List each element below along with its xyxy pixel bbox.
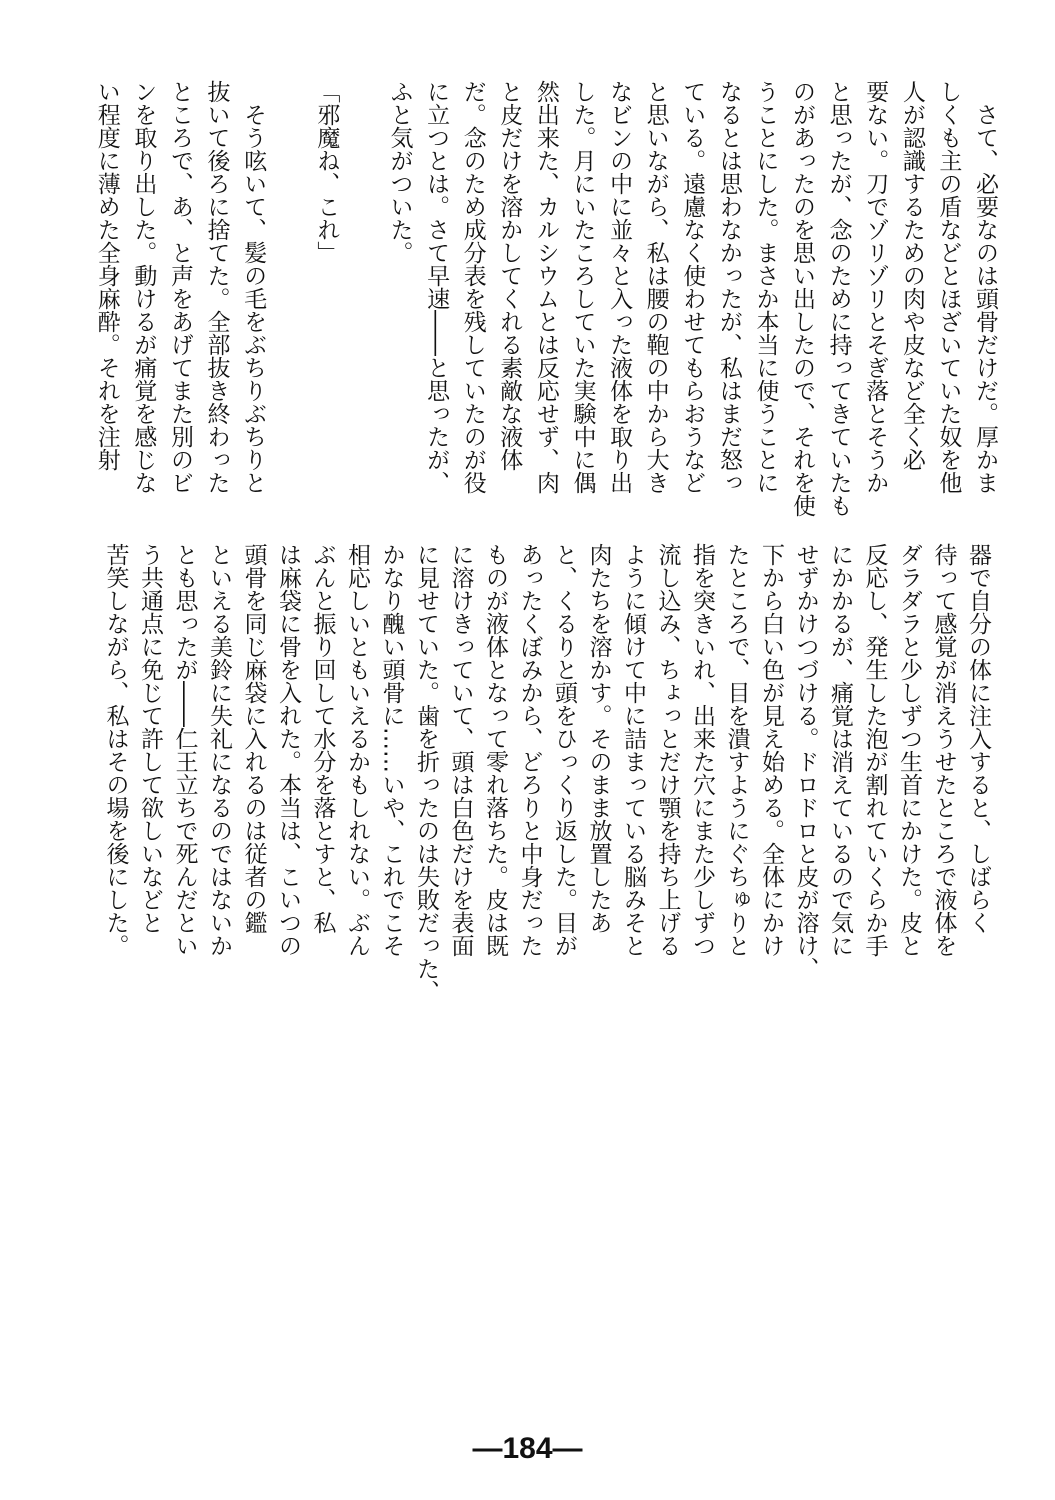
page-number: —184— (472, 1432, 583, 1465)
text-line: に溶けきっていて、頭は白色だけを表面 (447, 543, 474, 957)
text-line: そう呟いて、髪の毛をぶちりぶちりと (240, 80, 267, 494)
text-line: せずかけつづける。ドロドロと皮が溶け、 (792, 543, 819, 980)
text-line: うことにした。まさか本当に使うことに (752, 80, 779, 494)
text-line: う共通点に免じて許して欲しいなどと (137, 543, 163, 934)
text-line: 反応し、発生した泡が割れていくらか手 (861, 543, 888, 957)
text-line: と思ったが、念のために持ってきていたも (825, 80, 852, 517)
text-line: とも思ったが――仁王立ちで死んだとい (171, 543, 198, 957)
text-line: 抜いて後ろに捨てた。全部抜き終わった (203, 80, 230, 494)
text-line: ダラダラと少しずつ生首にかけた。皮と (896, 543, 922, 957)
text-line: 器で自分の体に注入すると、しばらく (965, 543, 991, 934)
text-line: 肉たちを溶かす。そのまま放置したあ (585, 543, 612, 934)
text-line: なビンの中に並々と入った液体を取り出 (606, 80, 633, 494)
text-line: 指を突きいれ、出来た穴にまた少しずつ (689, 543, 715, 957)
text-line: ように傾けて中に詰まっている脳みそと (620, 543, 646, 957)
text-line: 然出来た、カルシウムとは反応せず、肉 (532, 80, 559, 494)
text-line: たところで、目を潰すようにぐちゅりと (723, 543, 750, 957)
text-line: しくも主の盾などとほざいていた奴を他 (935, 80, 962, 494)
text-line: なるとは思わなかったが、私はまだ怒っ (715, 80, 742, 494)
text-block-upper (88, 80, 1003, 525)
text-line: ンを取り出した。動けるが痛覚を感じな (130, 80, 157, 494)
text-line (344, 80, 381, 525)
text-line: だ。念のため成分表を残していたのが役 (459, 80, 486, 494)
text-line: い程度に薄めた全身麻酔。それを注射 (93, 80, 120, 471)
text-line: ふと気がついた。 (386, 80, 413, 264)
text-line: かなり醜い頭骨に……いや、これでこそ (378, 543, 405, 957)
text-line: ものが液体となって零れ落ちた。皮は既 (482, 543, 508, 957)
text-line: ている。遠慮なく使わせてもらおうなど (679, 80, 706, 494)
text-line: と皮だけを溶かしてくれる素敵な液体 (496, 80, 523, 471)
text-line: した。月にいたころしていた実験中に偶 (569, 80, 596, 494)
text-line: に立つとは。さて早速――と思ったが、 (423, 80, 450, 494)
text-line (271, 80, 308, 525)
text-line: は麻袋に骨を入れた。本当は、こいつの (275, 543, 301, 957)
text-line: ところで、あ、と声をあげてまた別のビ (166, 80, 193, 494)
text-line: さて、必要なのは頭骨だけだ。厚かま (972, 80, 998, 494)
text-line: といえる美鈴に失礼になるのではないか (206, 543, 232, 957)
text-line: のがあったのを思い出したので、それを使 (789, 80, 816, 517)
text-line: 人が認識するための肉や皮など全く必 (898, 80, 925, 471)
text-line: 下から白い色が見え始める。全体にかけ (758, 543, 784, 957)
text-line: と、くるりと頭をひっくり返した。目が (551, 543, 577, 957)
text-line: に見せていた。歯を折ったのは失敗だった、 (413, 543, 439, 1003)
text-line: 頭骨を同じ麻袋に入れるのは従者の鑑 (240, 543, 267, 934)
text-line: にかかるが、痛覚は消えているので気に (827, 543, 853, 957)
text-line: 相応しいともいえるかもしれない。ぶん (344, 543, 370, 957)
text-line: 待って感覚が消えうせたところで液体を (930, 543, 957, 957)
text-line: 要ない。刀でゾリゾリとそぎ落とそうか (862, 80, 889, 494)
text-line: 流し込み、ちょっとだけ顎を持ち上げる (654, 543, 681, 957)
text-block-lower (98, 543, 995, 1003)
text-line: ぶんと振り回して水分を落とすと、私 (309, 543, 336, 934)
text-line: あったくぼみから、どろりと中身だった (516, 543, 543, 957)
text-line: 苦笑しながら、私はその場を後にした。 (102, 543, 129, 957)
text-line: 「邪魔ね、これ」 (313, 80, 340, 264)
text-line: と思いながら、私は腰の鞄の中から大き (642, 80, 669, 494)
